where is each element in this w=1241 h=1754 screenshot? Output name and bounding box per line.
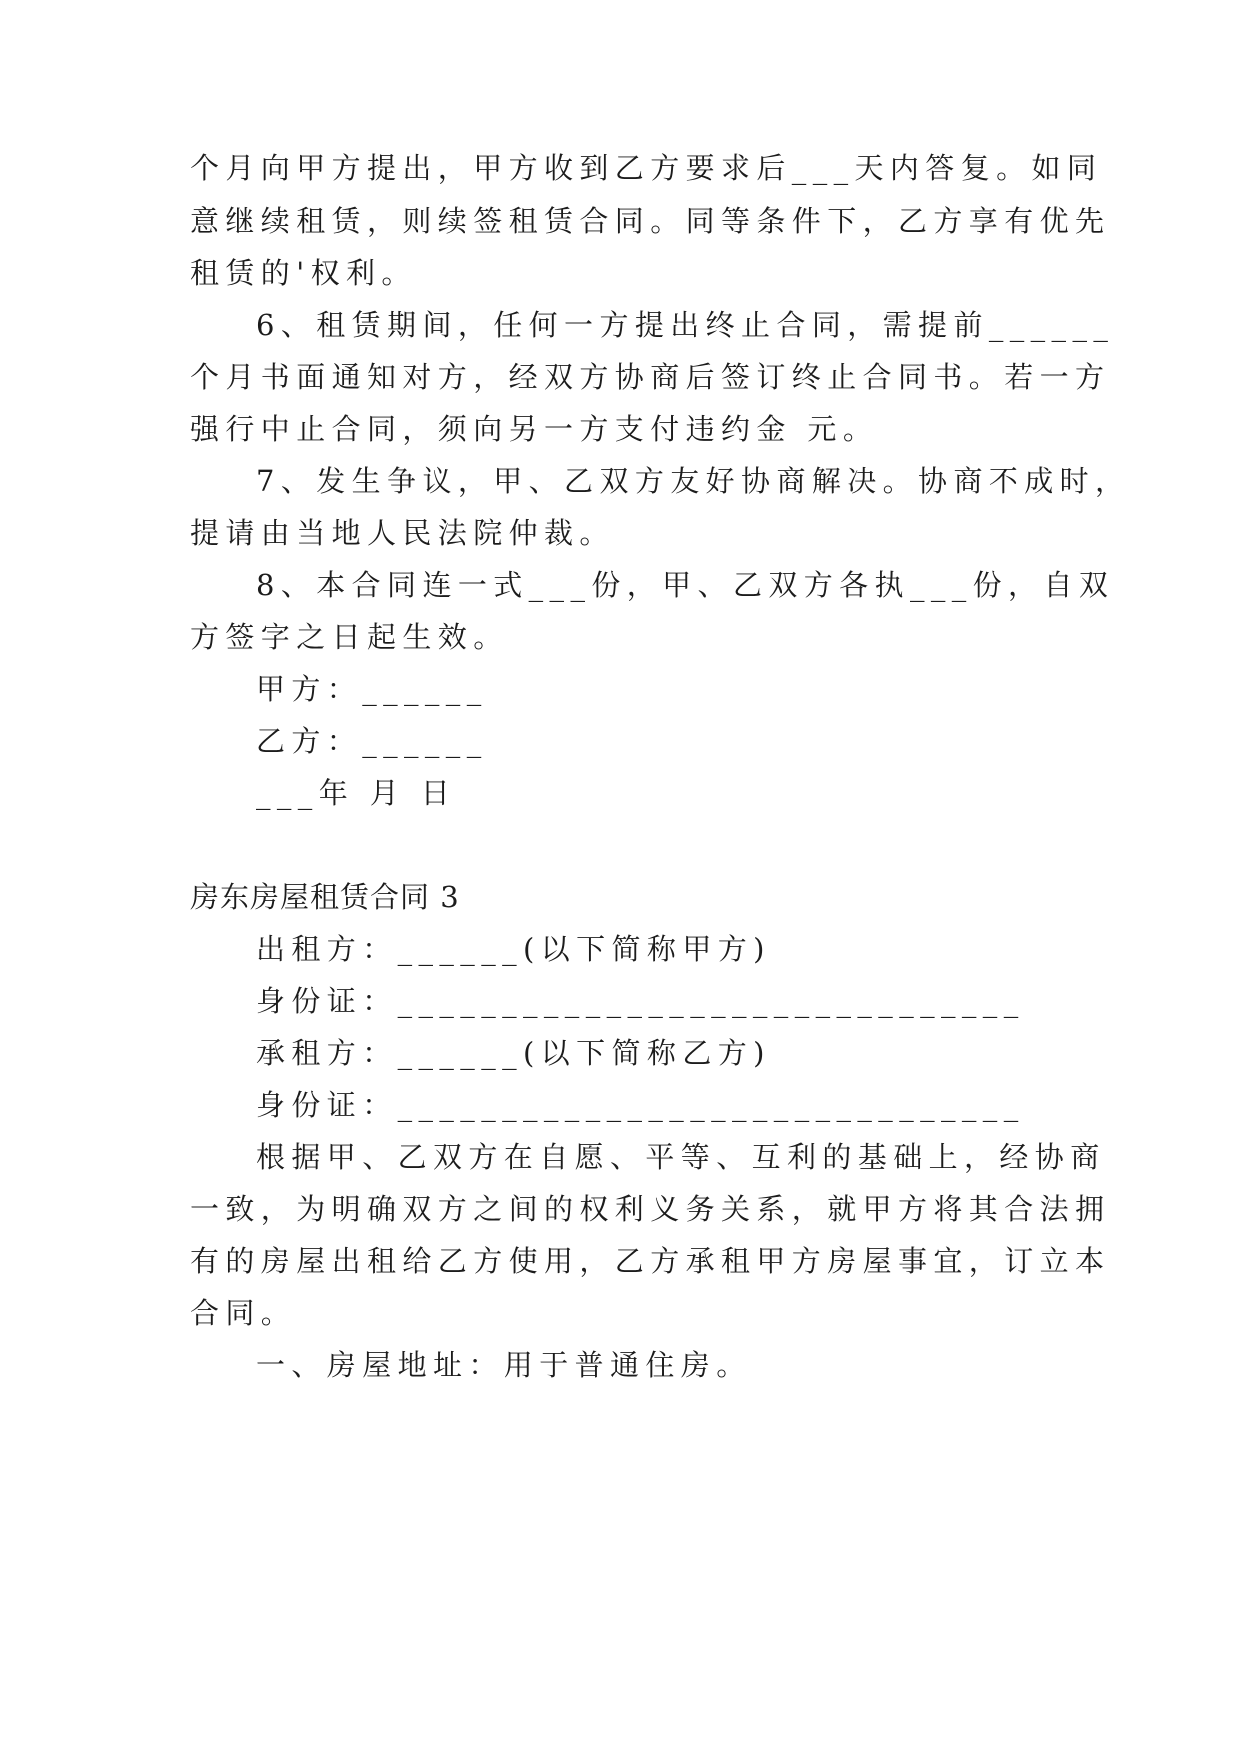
body-line: 意继续租赁，则续签租赁合同。同等条件下，乙方享有优先 xyxy=(190,204,1111,238)
lessor-id-line: 身份证：______________________________ xyxy=(256,984,1025,1018)
body-line: 个月书面通知对方，经双方协商后签订终止合同书。若一方 xyxy=(190,360,1111,394)
body-line: 合同。 xyxy=(190,1296,297,1330)
lessor-line: 出租方：______(以下简称甲方) xyxy=(256,932,771,966)
section-1-heading: 一、房屋地址：用于普通住房。 xyxy=(256,1348,752,1382)
clause-6: 6、租赁期间，任何一方提出终止合同，需提前______ xyxy=(256,308,1115,342)
preamble-line: 根据甲、乙双方在自愿、平等、互利的基础上，经协商 xyxy=(256,1140,1106,1174)
party-a-signature: 甲方：______ xyxy=(256,672,488,706)
lessee-id-line: 身份证：______________________________ xyxy=(256,1088,1025,1122)
body-line: 个月向甲方提出，甲方收到乙方要求后___天内答复。如同 xyxy=(190,151,1103,185)
body-line: 租赁的'权利。 xyxy=(190,256,417,290)
body-line: 方签字之日起生效。 xyxy=(190,620,509,654)
body-line: 强行中止合同，须向另一方支付违约金 元。 xyxy=(190,412,879,446)
body-line: 有的房屋出租给乙方使用，乙方承租甲方房屋事宜，订立本 xyxy=(190,1244,1111,1278)
party-b-signature: 乙方：______ xyxy=(256,724,488,758)
clause-8: 8、本合同连一式___份，甲、乙双方各执___份，自双 xyxy=(256,568,1115,602)
contract-title: 房东房屋租赁合同 3 xyxy=(190,880,460,914)
lessee-line: 承租方：______(以下简称乙方) xyxy=(256,1036,771,1070)
body-line: 提请由当地人民法院仲裁。 xyxy=(190,516,615,550)
signature-date: ___年 月 日 xyxy=(256,776,457,810)
body-line: 一致，为明确双方之间的权利义务关系，就甲方将其合法拥 xyxy=(190,1192,1111,1226)
clause-7: 7、发生争议，甲、乙双方友好协商解决。协商不成时， xyxy=(256,464,1131,498)
